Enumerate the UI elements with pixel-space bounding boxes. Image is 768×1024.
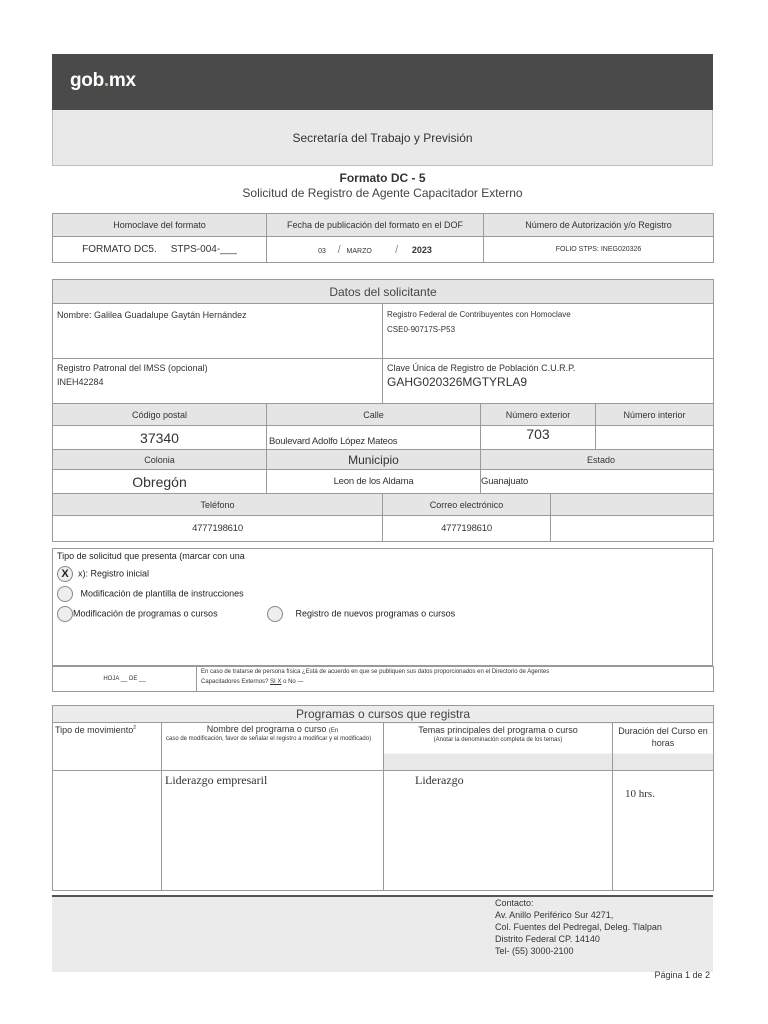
telefono-header: Teléfono (53, 494, 383, 516)
fecha-year: 2023 (411, 244, 432, 255)
secretaria-banner (52, 110, 713, 166)
homoclave-header: Homoclave del formato (53, 214, 267, 237)
empty-value (551, 516, 714, 542)
opt-nuevos-programas-label: Registro de nuevos programas o cursos (295, 608, 456, 619)
curp-field[interactable] (383, 359, 714, 404)
gobmx-logo[interactable] (70, 70, 136, 92)
fecha-month: MARZO (346, 247, 372, 255)
nombre-programa-title: Nombre del programa o curso (206, 724, 327, 734)
num-ext-value[interactable]: 703 (481, 426, 596, 450)
logo-text-gob: gob (70, 70, 104, 91)
tipo-solicitud-title: Tipo de solicitud que presenta (marcar con una (57, 551, 245, 561)
contact-phone[interactable]: Tel- (55) 3000-2100 (495, 946, 574, 956)
temas-note: (Anotar la denominación completa de los temas) (433, 737, 563, 743)
persona-fisica-line2 (201, 677, 709, 687)
opt-modif-programas[interactable] (57, 606, 218, 622)
persona-fisica-no[interactable]: o No — (283, 679, 304, 685)
table-row[interactable] (53, 771, 714, 891)
hoja-cell: HOJA __ DE __ (53, 667, 197, 692)
radio-registro-inicial[interactable]: X (57, 566, 73, 582)
curp-value: GAHG020326MGTYRLA9 (387, 375, 528, 389)
imss-value: INEH42284 (57, 377, 104, 387)
opt-modif-plantilla[interactable] (57, 586, 244, 602)
opt-nuevos-programas[interactable] (267, 606, 455, 622)
num-ext-header: Número exterior (481, 404, 596, 426)
tipo-movimiento-label: Tipo de movimiento (55, 725, 134, 735)
fecha-slash-1: / (337, 243, 341, 256)
opt-modif-programas-label: Modificación de programas o cursos (73, 608, 218, 619)
secretaria-title: Secretaría del Trabajo y Previsión (292, 130, 473, 145)
radio-modif-plantilla[interactable] (57, 586, 73, 602)
municipio-header: Municipio (267, 450, 481, 470)
programas-table (52, 705, 714, 891)
rfc-value: CSE0-90717S-P53 (387, 325, 456, 334)
persona-fisica-line1: En caso de tratarse de persona física ¿Está de acuerdo en que se publiquen sus datos proporcionados en el Directorio de Agentes (201, 669, 550, 675)
num-int-header: Número interior (596, 404, 714, 426)
correo-header: Correo electrónico (383, 494, 551, 516)
calle-header: Calle (267, 404, 481, 426)
persona-fisica-line2a: Capacitadores Externos? (201, 679, 269, 685)
solicitante-section-title: Datos del solicitante (53, 280, 714, 304)
temas-title: Temas principales del programa o curso (418, 725, 578, 735)
contact-block (495, 897, 662, 957)
contact-cp: Distrito Federal CP. 14140 (495, 934, 600, 944)
nombre-field[interactable]: Nombre: Galilea Guadalupe Gaytán Hernández (53, 304, 383, 359)
estado-header: Estado (481, 450, 714, 470)
page-number: Página 1 de 2 (654, 970, 710, 980)
logo-text-mx: mx (108, 70, 136, 91)
empty-header (551, 494, 714, 516)
fecha-slash-2: / (395, 243, 399, 256)
homoclave-cell (53, 237, 267, 263)
colonia-value[interactable]: Obregón (53, 470, 267, 494)
nombre-programa-note-a: (En (328, 728, 339, 734)
duracion-header: Duración del Curso en horas (613, 723, 714, 771)
autorizacion-header: Número de Autorización y/o Registro (484, 214, 714, 237)
hoja-table (52, 666, 714, 692)
programas-section-title: Programas o cursos que registra (53, 706, 714, 723)
imss-field[interactable] (53, 359, 383, 404)
tipo-movimiento-sup: 2 (133, 725, 136, 731)
homoclave-prefix: FORMATO DC5. (82, 244, 157, 255)
opt-registro-inicial-label: x): Registro inicial (78, 568, 150, 579)
tipo-solicitud-box (52, 548, 713, 666)
solicitante-table (52, 279, 714, 494)
persona-fisica-question (197, 667, 714, 692)
contact-colonia: Col. Fuentes del Pedregal, Deleg. Tlalpan (495, 922, 662, 932)
rfc-label: Registro Federal de Contribuyentes con Homoclave (387, 310, 571, 319)
homoclave-code: STPS-004-___ (170, 244, 237, 255)
opt-registro-inicial[interactable] (57, 566, 149, 582)
contact-title: Contacto: (495, 898, 534, 908)
temas-header (384, 723, 613, 771)
estado-value[interactable]: Guanajuato (481, 470, 714, 494)
format-subtitle: Solicitud de Registro de Agente Capacitador Externo (242, 186, 523, 200)
temas-cell[interactable]: Liderazgo (384, 771, 613, 891)
tipo-movimiento-header (53, 723, 162, 771)
duracion-cell[interactable]: 10 hrs. (613, 771, 714, 891)
nombre-programa-header (162, 723, 384, 771)
curp-label: Clave Única de Registro de Población C.U.R.P. (387, 363, 576, 373)
calle-value[interactable]: Boulevard Adolfo López Mateos (267, 426, 481, 450)
rfc-field[interactable] (383, 304, 714, 359)
fecha-header: Fecha de publicación del formato en el DOF (267, 214, 484, 237)
header-bar (52, 54, 713, 110)
radio-nuevos-programas[interactable] (267, 606, 283, 622)
cp-value[interactable]: 37340 (53, 426, 267, 450)
nombre-programa-note-b: caso de modificación, favor de señalar el registro a modificar y el modificado) (166, 736, 372, 742)
tipo-movimiento-cell[interactable] (53, 771, 162, 891)
logo-dot: . (103, 70, 109, 91)
telefono-value[interactable]: 4777198610 (53, 516, 383, 542)
fecha-cell (267, 237, 484, 263)
colonia-header: Colonia (53, 450, 267, 470)
radio-modif-programas[interactable] (57, 606, 73, 622)
correo-value[interactable]: 4777198610 (383, 516, 551, 542)
fecha-day: 03 (318, 247, 326, 255)
format-title: Formato DC - 5 (339, 171, 426, 185)
format-info-table (52, 213, 714, 263)
opt-modif-plantilla-label: Modificación de plantilla de instrucciones (80, 588, 244, 599)
nombre-programa-cell[interactable]: Liderazgo empresaril (162, 771, 384, 891)
contact-address: Av. Anillo Periférico Sur 4271, (495, 910, 614, 920)
contacto-table (52, 493, 714, 542)
nombre-programa-title-line (166, 725, 379, 736)
num-int-value[interactable] (596, 426, 714, 450)
cp-header: Código postal (53, 404, 267, 426)
folio-cell: FOLIO STPS: INEG020326 (484, 237, 714, 263)
imss-label: Registro Patronal del IMSS (opcional) (57, 363, 208, 373)
persona-fisica-si[interactable]: SI X (270, 679, 282, 685)
municipio-value[interactable]: Leon de los Aldama (267, 470, 481, 494)
